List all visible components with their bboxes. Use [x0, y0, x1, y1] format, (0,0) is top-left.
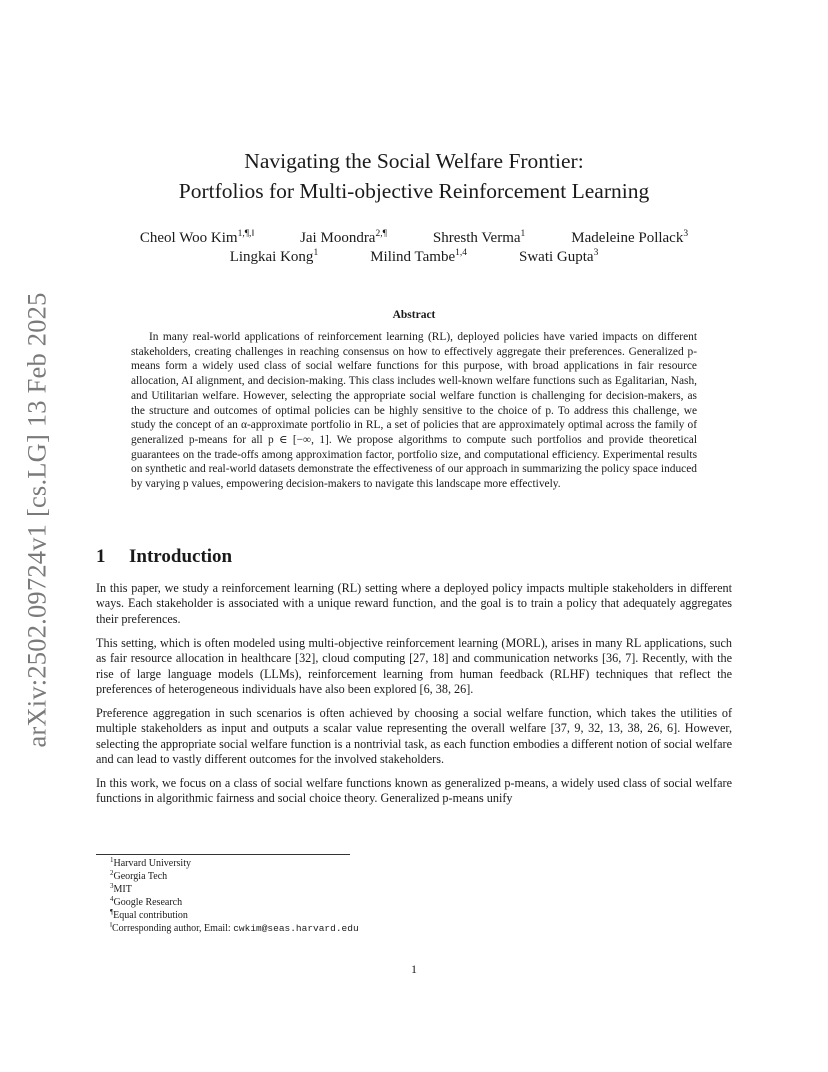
author: Swati Gupta$^3$ — [518, 248, 599, 265]
abstract-text: In many real-world applications of reinforcement learning (RL), deployed policies have varied impacts on different stakeholders, creating challenges in reaching consensus on how to effectively aggregate their preferences. Generalized p-means form a widely used class of social welfare functions for this purpose, with broad applications in fair resource allocation, AI alignment, and decision-making. This class includes well-known welfare functions such as Egalitarian, Nash, and Utilitarian welfare. However, selecting the appropriate social welfare function is challenging for decision-makers, as the structure and outcomes of optimal policies can be highly sensitive to the choice of p. To address this challenge, we study the concept of an α-approximate portfolio in RL, a set of policies that are approximately optimal across the family of generalized p-means for all p ∈ [−∞, 1]. We propose algorithms to compute such portfolios and provide theoretical guarantees on the trade-offs among approximation factor, portfolio size, and computational efficiency. Experimental results on synthetic and real-world datasets demonstrate the effectiveness of our approach in summarizing the policy space induced by varying p values, empowering decision-makers to navigate this landscape more effectively. — [131, 331, 697, 491]
affiliation-mark: 1 — [520, 229, 526, 239]
author: Jai Moondra$^{2,\P}$ — [300, 229, 387, 246]
affiliation-mark: 1,4 — [455, 248, 467, 258]
footnote-divider — [96, 854, 350, 855]
affiliation-mark: 1,¶,‖ — [237, 229, 255, 239]
footnote: $^2$Georgia Tech — [110, 869, 168, 882]
section-number: 1 — [96, 546, 106, 567]
section-title: Introduction — [129, 546, 233, 567]
footnote: $^4$Google Research — [110, 895, 183, 908]
title-line-1: Navigating the Social Welfare Frontier: — [244, 149, 584, 173]
section-heading — [96, 546, 232, 568]
affiliation-mark: 3 — [683, 229, 689, 239]
abstract-heading: Abstract — [392, 309, 436, 321]
footnotes — [110, 857, 359, 935]
title-line-2: Portfolios for Multi-objective Reinforcement Learning — [178, 179, 650, 203]
author: Lingkai Kong$^1$ — [229, 248, 319, 265]
affiliation-mark: 2,¶ — [375, 229, 387, 239]
footnote: ¶Equal contribution — [110, 908, 188, 921]
author: Madeleine Pollack$^3$ — [571, 229, 689, 246]
footnote: ‖Corresponding author, Email: cwkim@seas.harvard.edu — [110, 921, 359, 934]
author-row-1 — [96, 229, 732, 248]
footnote: $^3$MIT — [110, 882, 132, 895]
paragraph: In this work, we focus on a class of social welfare functions known as generalized p-means, a widely used class of social welfare functions in algorithmic fairness and social choice theory. Generalized p-means unify — [96, 775, 732, 806]
email-link[interactable]: cwkim@seas.harvard.edu — [233, 923, 359, 934]
footnote: $^1$Harvard University — [110, 856, 191, 869]
paragraph: In this paper, we study a reinforcement learning (RL) setting where a deployed policy impacts multiple stakeholders in different ways. Each stakeholder is associated with a unique reward function, and the goal is to train a policy that adequately aggregates their preferences. — [96, 581, 732, 626]
author: Milind Tambe$^{1,4}$ — [370, 248, 467, 265]
affiliation-mark: 1 — [313, 248, 319, 258]
author: Shresth Verma$^1$ — [432, 229, 526, 246]
body-text — [96, 581, 732, 815]
author-row-2 — [96, 248, 732, 267]
paper-title — [96, 146, 732, 206]
author-list — [96, 229, 732, 267]
arxiv-identifier[interactable]: arXiv:2502.09724v1 [cs.LG] 13 Feb 2025 — [21, 292, 52, 748]
paragraph: Preference aggregation in such scenarios is often achieved by choosing a social welfare function, which takes the utilities of multiple stakeholders as input and outputs a scalar value representing the overall welfare [37, 9, 32, 13, 38, 26, 6]. However, selecting the appropriate social welfare function is a nontrivial task, as each function embodies a different notion of social welfare and can lead to vastly different outcomes for the involved stakeholders. — [96, 705, 732, 767]
affiliation-mark: 3 — [593, 248, 599, 258]
paragraph: This setting, which is often modeled using multi-objective reinforcement learning (MORL), arises in many RL applications, such as fair resource allocation in healthcare [32], cloud computing [27, 18] and communication networks [36, 7]. Recently, with the rise of large language models (LLMs), reinforcement learning from human feedback (RLHF) techniques that reflect the preferences of heterogeneous individuals have also been explored [6, 38, 26]. — [96, 635, 732, 696]
page-number: 1 — [411, 962, 417, 976]
author: Cheol Woo Kim$^{1,\P,‖}$ — [139, 229, 255, 246]
